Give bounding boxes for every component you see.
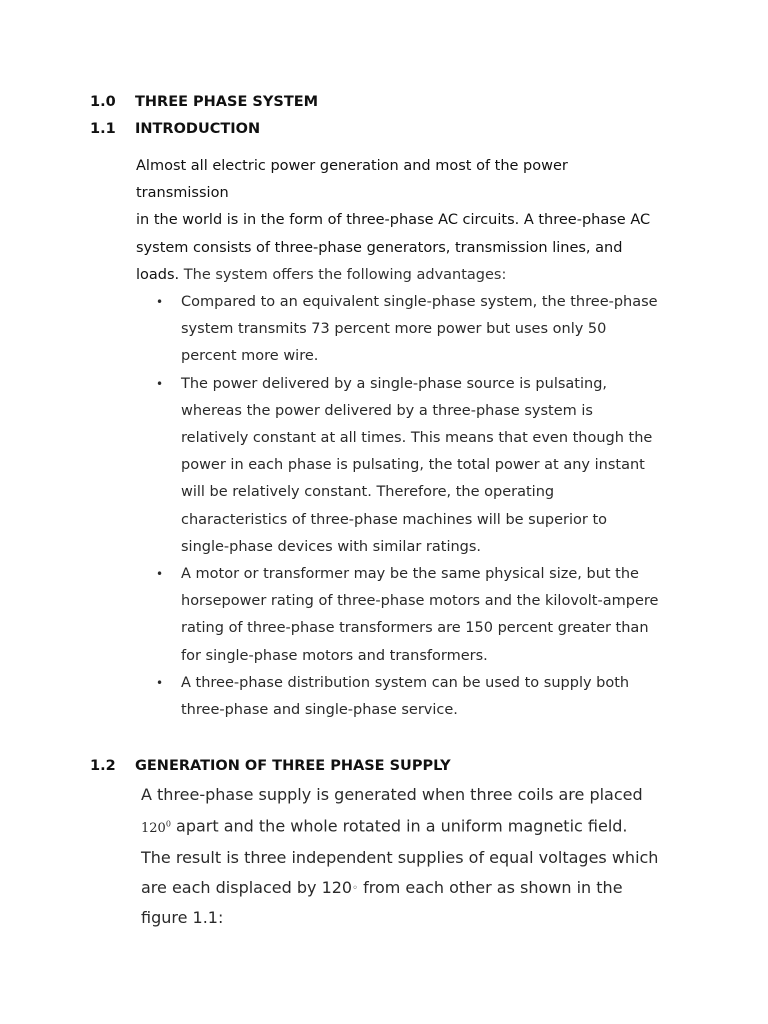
heading-generation-of-three-phase-supply (90, 758, 451, 774)
list-item-line: A motor or transformer may be the same physical size, but the (181, 566, 639, 583)
list-item (136, 371, 681, 561)
list-item-line: whereas the power delivered by a three-phase system is (181, 402, 593, 419)
list-item-line: rating of three-phase transformers are 150 percent greater than (181, 620, 649, 637)
list-item (136, 670, 681, 724)
generation-line: The result is three independent supplies of equal voltages which (141, 848, 659, 868)
list-item-line: single-phase devices with similar ratings. (181, 538, 482, 555)
list-item-line: Compared to an equivalent single-phase system, the three-phase (181, 294, 658, 311)
advantages-list (136, 289, 681, 724)
list-item-line: The power delivered by a single-phase source is pulsating, (181, 375, 608, 392)
introduction-section (136, 153, 681, 724)
generation-line: figure 1.1: (141, 907, 224, 927)
list-item-line: A three-phase distribution system can be used to supply both (181, 674, 630, 691)
heading-number: 1.1 (90, 121, 116, 137)
generation-text: from each other as shown in the (358, 877, 623, 897)
heading-title: INTRODUCTION (135, 121, 261, 137)
intro-line: Almost all electric power generation and most of the power (136, 158, 568, 174)
list-item (136, 561, 681, 670)
angle-number: 120 (141, 820, 166, 836)
heading-number: 1.0 (90, 94, 116, 110)
intro-line: system consists of three-phase generators, transmission lines, and (136, 239, 623, 256)
list-item (136, 289, 681, 371)
list-item-line: power in each phase is pulsating, the total power at any instant (181, 457, 645, 474)
list-item-line: characteristics of three-phase machines will be superior to (181, 511, 608, 528)
list-item-line: system transmits 73 percent more power but uses only 50 (181, 321, 607, 338)
intro-line: transmission (136, 185, 229, 202)
list-item-line: three-phase and single-phase service. (181, 702, 458, 719)
generation-text: apart and the whole rotated in a uniform magnetic field. (170, 816, 628, 836)
angle-value (141, 821, 171, 836)
list-item-line: will be relatively constant. Therefore, the operating (181, 484, 555, 501)
heading-number: 1.2 (90, 758, 116, 774)
list-item-line: percent more wire. (181, 348, 319, 365)
generation-line (141, 809, 686, 843)
bullet-icon: • (156, 675, 164, 690)
heading-title: THREE PHASE SYSTEM (135, 94, 319, 110)
heading-three-phase-system (90, 94, 318, 110)
degree-symbol: ◦ (352, 882, 359, 894)
list-item-line: for single-phase motors and transformers. (181, 647, 488, 664)
intro-line (136, 262, 681, 289)
bullet-icon: • (156, 295, 164, 310)
generation-section (141, 780, 686, 932)
intro-text: The system offers the following advantages: (179, 266, 507, 283)
list-item-line: relatively constant at all times. This means that even though the (181, 430, 653, 447)
list-item-line: horsepower rating of three-phase motors and the kilovolt-ampere (181, 593, 659, 610)
bullet-icon: • (156, 567, 164, 582)
angle-superscript: 0 (165, 819, 171, 829)
bullet-icon: • (156, 376, 164, 391)
heading-title: GENERATION OF THREE PHASE SUPPLY (135, 758, 451, 774)
heading-introduction (90, 121, 260, 137)
intro-line: in the world is in the form of three-phase AC circuits. A three-phase AC (136, 212, 651, 229)
generation-text: are each displaced by 120 (141, 877, 353, 897)
intro-text: loads. (136, 266, 180, 283)
generation-line: A three-phase supply is generated when three coils are placed (141, 785, 643, 804)
generation-line (141, 873, 686, 903)
